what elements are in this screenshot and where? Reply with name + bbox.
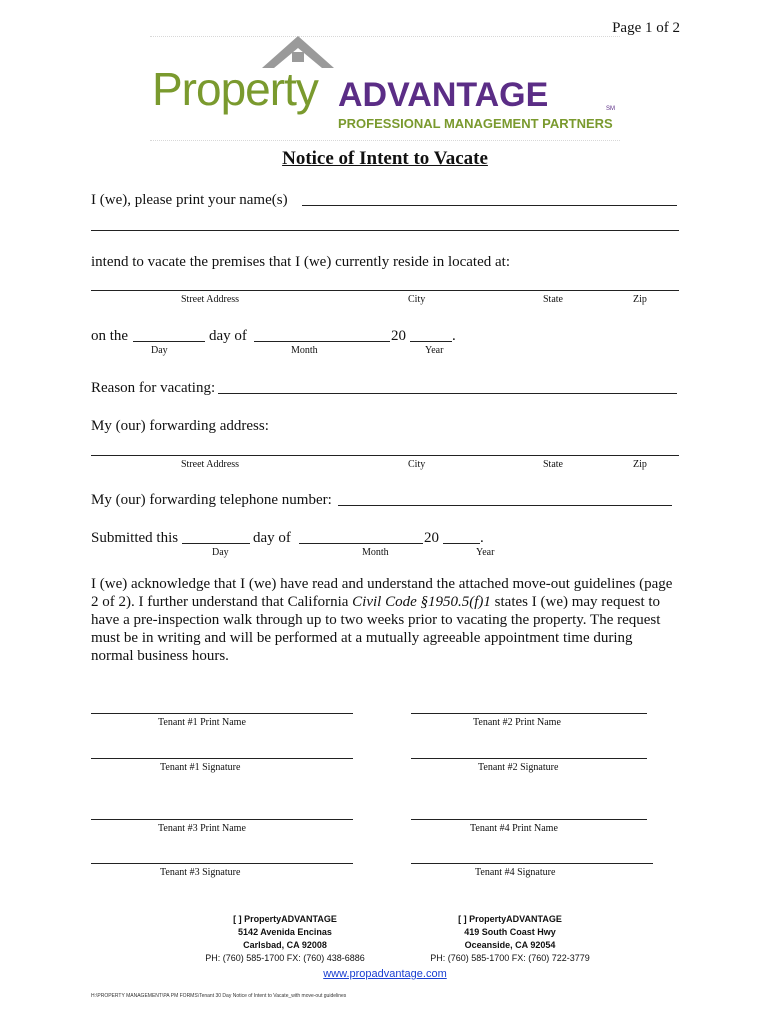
company-logo [150,36,620,136]
year-prefix: 20 [391,328,406,344]
day-label: Day [151,345,168,356]
submitted-period: . [480,530,484,546]
premises-address-line[interactable] [91,290,679,291]
names-input-line[interactable] [302,205,677,206]
office-city: Oceanside, CA 92054 [464,940,556,950]
tenant2-print-label: Tenant #2 Print Name [473,717,561,728]
office-oceanside [413,913,607,965]
forwarding-phone-label: My (our) forwarding telephone number: [91,492,332,508]
acknowledgement-paragraph [91,575,677,665]
civil-code-reference: Civil Code §1950.5(f)1 [352,594,491,610]
tenant3-print-label: Tenant #3 Print Name [158,823,246,834]
footer-file-path: H:\PROPERTY MANAGEMENT\PA PM FORMS\Tenant 30 Day Notice of Intent to Vacate_with move-out guidelines [91,993,347,999]
state-label: State [543,294,563,305]
page-number: Page 1 of 2 [612,20,680,36]
submitted-year-prefix: 20 [424,530,439,546]
reason-label: Reason for vacating: [91,380,216,396]
office-name: PropertyADVANTAGE [244,914,337,924]
year-label: Year [425,345,444,356]
fwd-state-label: State [543,459,563,470]
day-of-label: day of [209,328,247,344]
forwarding-address-label: My (our) forwarding address: [91,418,269,434]
vacate-day-line[interactable] [133,341,205,342]
zip-label: Zip [633,294,647,305]
office-street: 419 South Coast Hwy [464,927,556,937]
tenant4-print-label: Tenant #4 Print Name [470,823,558,834]
submitted-month-line[interactable] [299,543,423,544]
on-the-label: on the [91,328,129,344]
logo-tagline: PROFESSIONAL MANAGEMENT PARTNERS [338,116,613,131]
city-label: City [408,294,426,305]
vacate-year-line[interactable] [410,341,452,342]
reason-input-line[interactable] [218,393,677,394]
tenant4-signature-line[interactable] [411,863,653,864]
submitted-day-label: Day [212,547,229,558]
period: . [452,328,456,344]
street-address-label: Street Address [181,294,240,305]
logo-advantage-text: ADVANTAGE [338,76,549,114]
tenant3-signature-line[interactable] [91,863,353,864]
names-label: I (we), please print your name(s) [91,192,288,208]
office-phone: PH: (760) 585-1700 FX: (760) 438-6886 [205,953,365,963]
intend-text: intend to vacate the premises that I (we) currently reside in located at: [91,254,510,270]
forwarding-address-line[interactable] [91,455,679,456]
tenant4-print-line[interactable] [411,819,647,820]
tenant1-print-line[interactable] [91,713,353,714]
office-city: Carlsbad, CA 92008 [243,940,327,950]
office-checkbox[interactable]: [ ] [233,914,242,924]
names-input-line-2[interactable] [91,230,679,231]
tenant3-print-line[interactable] [91,819,353,820]
tenant1-signature-label: Tenant #1 Signature [160,762,241,773]
tenant3-signature-label: Tenant #3 Signature [160,867,241,878]
submitted-this-label: Submitted this [91,530,179,546]
office-phone: PH: (760) 585-1700 FX: (760) 722-3779 [430,953,590,963]
forwarding-phone-line[interactable] [338,505,672,506]
logo-sm-mark: SM [606,106,615,112]
office-checkbox[interactable]: [ ] [458,914,467,924]
submitted-month-label: Month [362,547,389,558]
office-name: PropertyADVANTAGE [469,914,562,924]
fwd-street-address-label: Street Address [181,459,240,470]
tenant2-signature-line[interactable] [411,758,647,759]
office-street: 5142 Avenida Encinas [238,927,332,937]
office-carlsbad [190,913,380,965]
submitted-year-line[interactable] [443,543,480,544]
submitted-year-label: Year [476,547,495,558]
ack-text-2: states I (we) may request to have a pre-inspection walk through up to two weeks prior to vacating the property. The request must be in writing and will be performed at a mutually agreeable appointment time during normal business hours. [91,594,661,664]
month-label: Month [291,345,318,356]
submitted-day-line[interactable] [182,543,250,544]
vacate-month-line[interactable] [254,341,390,342]
tenant1-print-label: Tenant #1 Print Name [158,717,246,728]
ack-text-1: I (we) acknowledge that I (we) have read and understand the attached move-out guidelines (page 2 of 2). I further understand that California [91,576,673,610]
fwd-zip-label: Zip [633,459,647,470]
page-title: Notice of Intent to Vacate [282,148,488,169]
fwd-city-label: City [408,459,426,470]
website-link[interactable]: www.propadvantage.com [323,968,447,980]
logo-property-text: Property [152,63,318,115]
submitted-day-of-label: day of [253,530,291,546]
tenant2-signature-label: Tenant #2 Signature [478,762,559,773]
tenant4-signature-label: Tenant #4 Signature [475,867,556,878]
tenant1-signature-line[interactable] [91,758,353,759]
tenant2-print-line[interactable] [411,713,647,714]
